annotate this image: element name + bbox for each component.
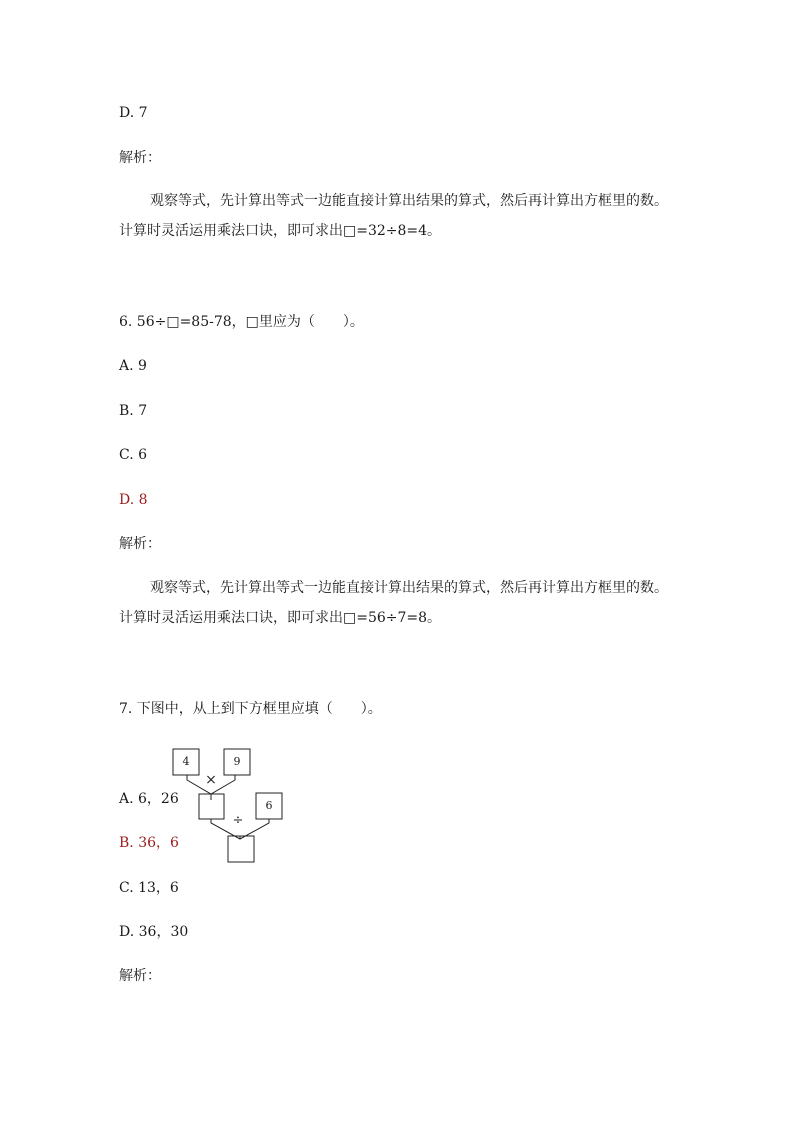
box-right-value: 6 — [265, 799, 273, 812]
multiply-sign: × — [205, 772, 217, 788]
box-top-left-value: 4 — [182, 755, 190, 768]
box-top-right-value: 9 — [233, 755, 241, 768]
operation-diagram — [170, 744, 290, 869]
box-bottom — [228, 836, 254, 862]
q5-analysis-label: 解析： — [119, 150, 161, 166]
q6-option-a: A. 9 — [119, 358, 147, 374]
q7-option-a: A. 6，26 — [119, 791, 179, 807]
q6-option-b: B. 7 — [119, 403, 148, 419]
q7-analysis-label: 解析： — [119, 968, 161, 984]
q6-analysis-label: 解析： — [119, 536, 161, 552]
q7-option-d: D. 36，30 — [119, 924, 189, 940]
q6-option-c: C. 6 — [119, 447, 148, 463]
q5-analysis-text: 观察等式，先计算出等式一边能直接计算出结果的算式，然后再计算出方框里的数。计算时灵活运用乘法口诀，即可求出□=32÷8=4。 — [119, 193, 668, 239]
q7-option-c: C. 13，6 — [119, 880, 179, 896]
q6-option-d: D. 8 — [119, 492, 148, 508]
divide-sign: ÷ — [232, 813, 244, 828]
q7-question: 7. 下图中，从上到下方框里应填（ ）。 — [119, 701, 382, 717]
q6-analysis-text: 观察等式，先计算出等式一边能直接计算出结果的算式，然后再计算出方框里的数。计算时灵活运用乘法口诀，即可求出□=56÷7=8。 — [119, 580, 668, 626]
q6-question: 6. 56÷□=85-78，□里应为（ ）。 — [119, 314, 364, 330]
q7-option-b: B. 36，6 — [119, 835, 179, 851]
q5-option-d: D. 7 — [119, 105, 148, 121]
